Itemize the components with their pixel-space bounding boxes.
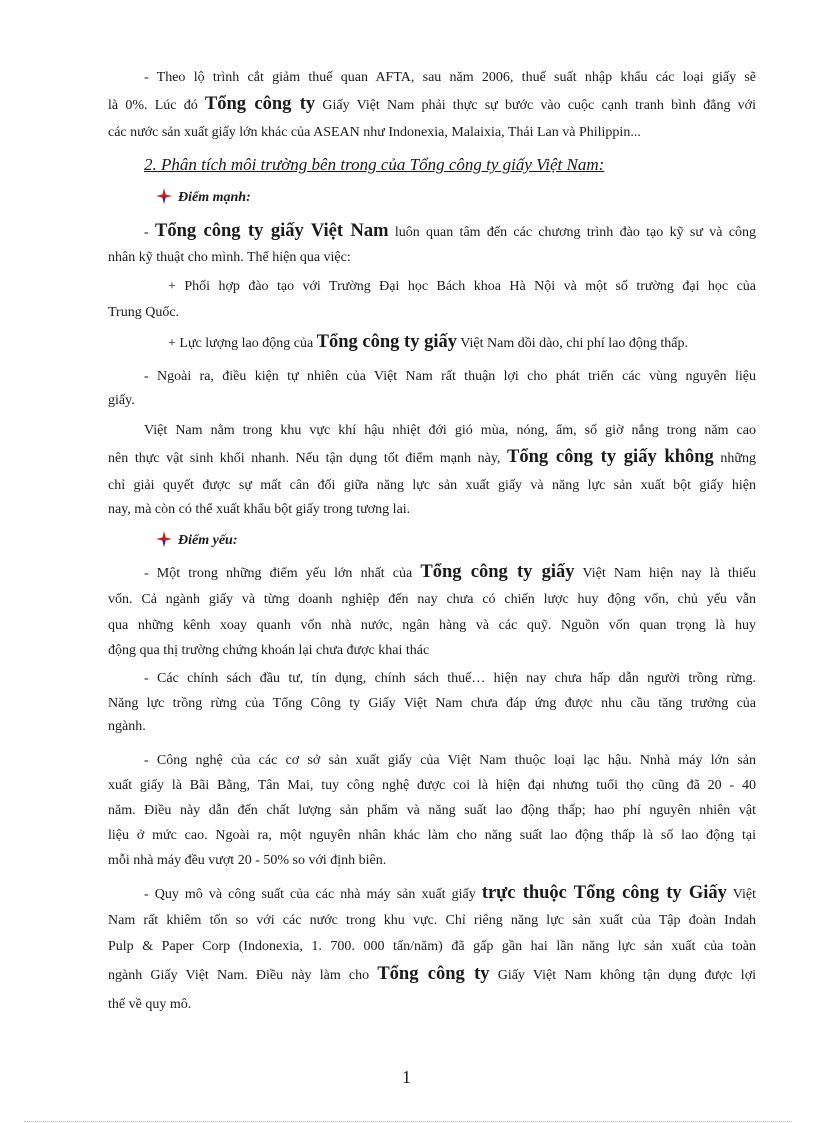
p4-line-1: - Một trong những điểm yếu lớn nhất của Tổng công ty giấy Việt Nam hiện nay là thiếu bbox=[144, 562, 756, 582]
p1-line-1: - Theo lộ trình cắt giảm thuế quan AFTA, sau năm 2006, thuế suất nhập khẩu các loại giấy sẽ bbox=[144, 70, 756, 85]
p7-line-1: - Quy mô và công suất của các nhà máy sản xuất giấy trực thuộc Tổng công ty Giấy Việt bbox=[144, 883, 756, 903]
p7-line-3: Pulp & Paper Corp (Indonexia, 1. 700. 000 tấn/năm) đã gấp gần hai lần năng lực sản xuất của toàn bbox=[108, 939, 756, 954]
p4-line-2: vốn. Cả ngành giấy và từng doanh nghiệp đến nay chưa có chiến lược huy động vốn, chủ yếu vẫn bbox=[108, 592, 756, 607]
weaknesses-label: Điểm yếu: bbox=[178, 533, 238, 548]
p2-line-1: - Tổng công ty giấy Việt Nam luôn quan tâm đến các chương trình đào tạo kỹ sư và công bbox=[144, 221, 756, 241]
strengths-label: Điểm mạnh: bbox=[178, 190, 251, 205]
p2-line-5: + Lực lượng lao động của Tổng công ty giấy Việt Nam dồi dào, chi phí lao động thấp. bbox=[168, 332, 689, 352]
p6-line-5: mỗi nhà máy đều vượt 20 - 50% so với định biên. bbox=[108, 853, 387, 868]
four-point-star-bullet-icon bbox=[156, 188, 172, 204]
strengths-heading bbox=[156, 188, 251, 206]
p3-line-4: nên thực vật sinh khối nhanh. Nếu tận dụng tốt điểm mạnh này, Tổng công ty giấy không những bbox=[108, 447, 756, 467]
p4-line-4: động qua thị trường chứng khoán lại chưa được khai thác bbox=[108, 643, 430, 658]
four-point-star-bullet-icon bbox=[156, 531, 172, 547]
p6-line-1: - Công nghệ của các cơ sở sản xuất giấy của Việt Nam thuộc loại lạc hậu. Nnhà máy lớn sản bbox=[144, 753, 756, 768]
p3-line-3: Việt Nam nằm trong khu vực khí hậu nhiệt đới gió mùa, nóng, ẩm, số giờ nắng trong năm cao bbox=[144, 423, 756, 438]
p3-line-6: nay, mà còn có thể xuất khẩu bột giấy trong tương lai. bbox=[108, 502, 411, 517]
section-heading: 2. Phân tích môi trường bên trong của Tổng công ty giấy Việt Nam: bbox=[144, 155, 605, 174]
page-number: 1 bbox=[402, 1067, 411, 1087]
p5-line-3: ngành. bbox=[108, 719, 146, 734]
p7-line-5: thế về quy mô. bbox=[108, 997, 192, 1012]
p2-line-4: Trung Quốc. bbox=[108, 305, 180, 320]
p2-line-3: + Phối hợp đào tạo với Trường Đại học Bách khoa Hà Nội và một số trường đại học của bbox=[168, 279, 756, 294]
p3-line-1: - Ngoài ra, điều kiện tự nhiên của Việt Nam rất thuận lợi cho phát triển các vùng nguyên liệu bbox=[144, 369, 756, 384]
p7-line-4: ngành Giấy Việt Nam. Điều này làm cho Tổng công ty Giấy Việt Nam không tận dụng được lợi bbox=[108, 964, 756, 984]
p1-line-2: là 0%. Lúc đó Tổng công ty Giấy Việt Nam phải thực sự bước vào cuộc cạnh tranh bình đẳng với bbox=[108, 94, 756, 114]
page-bottom-rule bbox=[24, 1121, 792, 1122]
p5-line-1: - Các chính sách đầu tư, tín dụng, chính sách thuế… hiện nay chưa hấp dẫn người trồng rừng. bbox=[144, 671, 756, 686]
p1-line-3: các nước sản xuất giấy lớn khác của ASEAN như Indonexia, Malaixia, Thái Lan và Philippin... bbox=[108, 125, 641, 140]
p2-line-2: nhân kỹ thuật cho mình. Thể hiện qua việc: bbox=[108, 250, 351, 265]
weaknesses-heading bbox=[156, 531, 237, 549]
p6-line-2: xuất giấy là Bãi Bằng, Tân Mai, tuy công nghệ được coi là hiện đại nhưng tuổi thọ cũng đã 20 - 40 bbox=[108, 778, 756, 793]
p7-line-2: Nam rất khiêm tốn so với các nước trong khu vực. Chỉ riêng năng lực sản xuất của Tập đoàn Indah bbox=[108, 913, 756, 928]
p6-line-3: năm. Điều này dẫn đến chất lượng sản phẩm và năng suất lao động thấp; hao phí nguyên nhiên vật bbox=[108, 803, 756, 818]
p3-line-2: giấy. bbox=[108, 393, 135, 408]
p4-line-3: qua những kênh xoay quanh vốn nhà nước, ngân hàng và các quỹ. Nguồn vốn quan trọng là huy bbox=[108, 618, 756, 633]
p3-line-5: chỉ giải quyết được sự mất cân đối giữa năng lực sản xuất giấy và năng lực sản xuất bột giấy hiện bbox=[108, 478, 756, 493]
p5-line-2: Năng lực trồng rừng của Tổng Công ty Giấy Việt Nam chưa đáp ứng được nhu cầu tăng trưởng của bbox=[108, 696, 756, 711]
p6-line-4: liệu ở mức cao. Ngoài ra, một nguyên nhân khác làm cho năng suất lao động thấp là số lao động tại bbox=[108, 828, 756, 843]
